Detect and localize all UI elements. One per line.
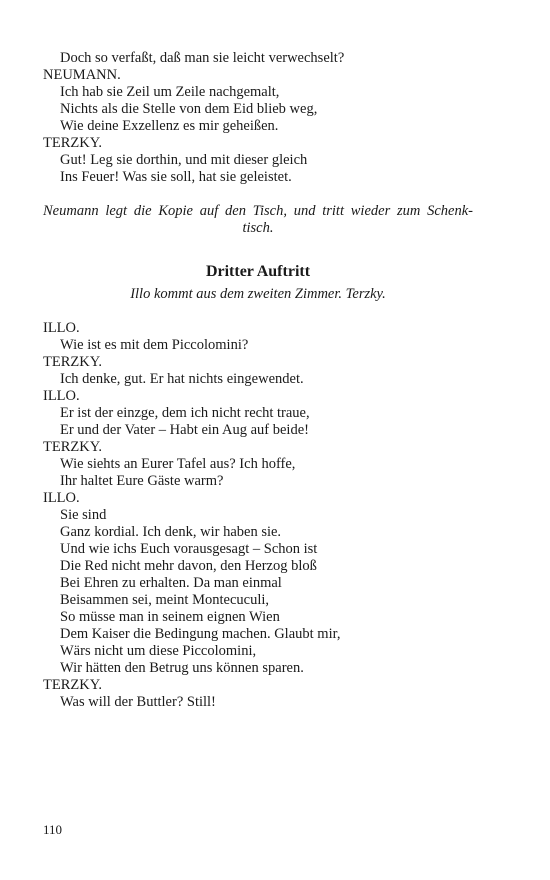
verse-line: Doch so verfaßt, daß man sie leicht verwechselt? — [60, 50, 345, 66]
verse-line: Die Red nicht mehr davon, den Herzog bloß — [60, 558, 317, 574]
page-number: 110 — [43, 822, 63, 837]
speaker-name: ILLO. — [43, 388, 80, 404]
verse-line: Beisammen sei, meint Montecuculi, — [60, 592, 269, 608]
verse-line: Wie deine Exzellenz es mir geheißen. — [60, 118, 279, 134]
speaker-name: TERZKY. — [43, 439, 102, 455]
verse-line: Wie siehts an Eurer Tafel aus? Ich hoffe, — [60, 456, 296, 472]
stage-direction — [43, 203, 473, 237]
verse-line: So müsse man in seinem eignen Wien — [60, 609, 280, 625]
verse-line: Gut! Leg sie dorthin, und mit dieser gleich — [60, 152, 308, 168]
verse-line: Wärs nicht um diese Piccolomini, — [60, 643, 257, 659]
verse-line: Dem Kaiser die Bedingung machen. Glaubt mir, — [60, 626, 341, 642]
verse-line: Sie sind — [60, 507, 107, 523]
stage-direction-line-1: Neumann legt die Kopie auf den Tisch, und tritt wieder zum Schenk- — [43, 203, 473, 219]
stage-direction-line-2: tisch. — [242, 220, 274, 236]
verse-line: Er und der Vater – Habt ein Aug auf beide! — [60, 422, 309, 438]
verse-line: Nichts als die Stelle von dem Eid blieb weg, — [60, 101, 318, 117]
speaker-name: ILLO. — [43, 320, 80, 336]
verse-line: Ihr haltet Eure Gäste warm? — [60, 473, 224, 489]
verse-line: Bei Ehren zu erhalten. Da man einmal — [60, 575, 282, 591]
verse-line: Ins Feuer! Was sie soll, hat sie geleistet. — [60, 169, 292, 185]
page-body — [43, 50, 473, 711]
verse-line: Ich hab sie Zeil um Zeile nachgemalt, — [60, 84, 280, 100]
verse-line: Und wie ichs Euch vorausgesagt – Schon ist — [60, 541, 318, 557]
verse-line: Wir hätten den Betrug uns können sparen. — [60, 660, 304, 676]
speaker-name: ILLO. — [43, 490, 80, 506]
opening-dialogue — [43, 50, 473, 186]
speaker-name: TERZKY. — [43, 677, 102, 693]
verse-line: Was will der Buttler? Still! — [60, 694, 216, 710]
speaker-name: NEUMANN. — [43, 67, 121, 83]
speaker-name: TERZKY. — [43, 354, 102, 370]
scene-dialogue — [43, 320, 473, 711]
verse-line: Ich denke, gut. Er hat nichts eingewendet. — [60, 371, 304, 387]
scene-heading: Dritter Auftritt — [205, 263, 311, 280]
verse-line: Wie ist es mit dem Piccolomini? — [60, 337, 249, 353]
scene-note: Illo kommt aus dem zweiten Zimmer. Terzky. — [130, 286, 386, 302]
verse-line: Ganz kordial. Ich denk, wir haben sie. — [60, 524, 282, 540]
verse-line: Er ist der einzge, dem ich nicht recht traue, — [60, 405, 310, 421]
speaker-name: TERZKY. — [43, 135, 102, 151]
